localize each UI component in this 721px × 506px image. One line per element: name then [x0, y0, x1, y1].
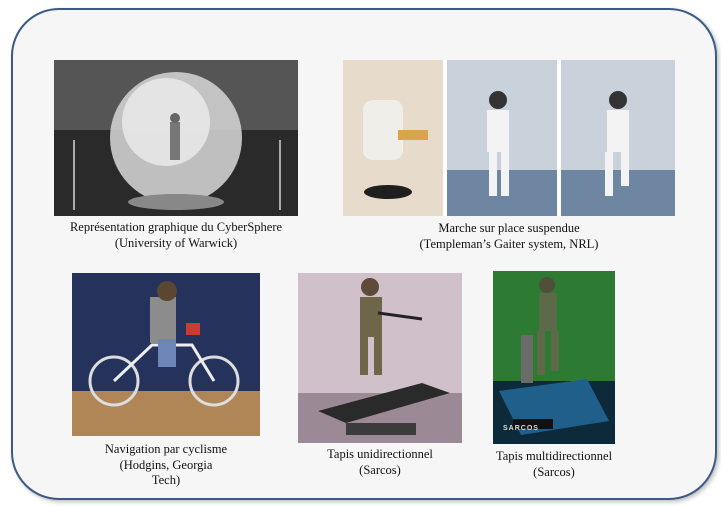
- gaiter-photo: [343, 60, 675, 216]
- sarcos-logo: SARCOS: [503, 425, 539, 432]
- uni-treadmill-photo: [298, 273, 462, 443]
- cycling-photo: [72, 273, 260, 436]
- multi-treadmill-photo: [493, 271, 615, 444]
- cybersphere-caption: Représentation graphique du CyberSphere (University of Warwick): [69, 220, 283, 250]
- multi-treadmill-caption: Tapis multidirectionnel (Sarcos): [495, 449, 613, 479]
- gaiter-caption: Marche sur place suspendue (Templeman’s Gaiter system, NRL): [419, 221, 599, 251]
- uni-treadmill-caption: Tapis unidirectionnel (Sarcos): [327, 447, 433, 477]
- cycling-caption: Navigation par cyclisme (Hodgins, Georgia Tech): [104, 442, 228, 488]
- cybersphere-photo: [54, 60, 298, 216]
